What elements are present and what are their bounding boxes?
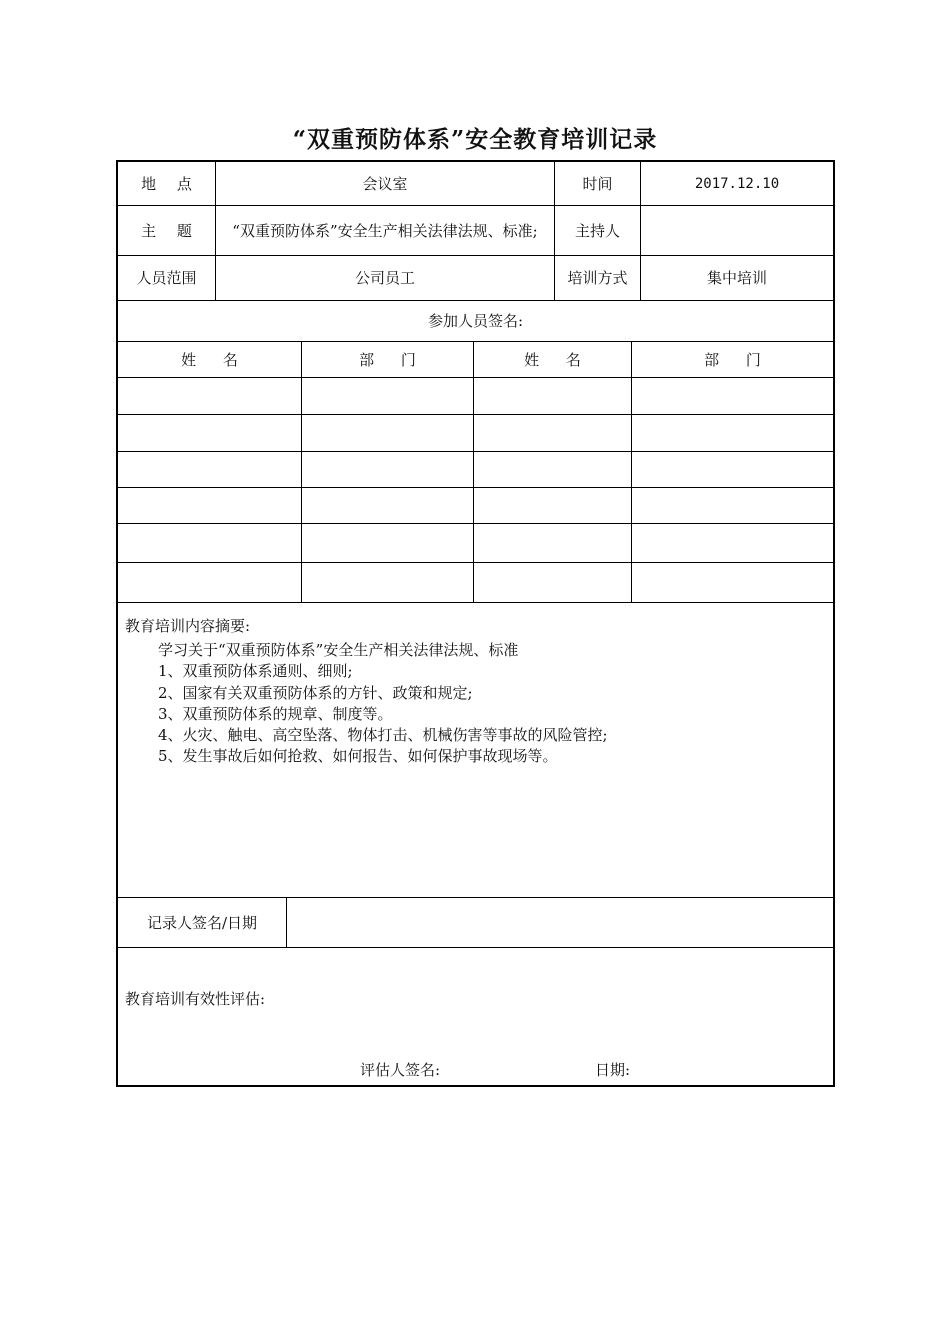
attendee-department-cell[interactable]	[632, 488, 833, 523]
attendee-name-cell[interactable]	[474, 415, 631, 451]
attendee-name-cell[interactable]	[474, 524, 631, 562]
attendee-department-cell[interactable]	[302, 452, 473, 487]
attendee-department-cell[interactable]	[302, 563, 473, 602]
attendee-department-cell[interactable]	[302, 524, 473, 562]
attendee-department-cell[interactable]	[632, 452, 833, 487]
column-header-department: 部 门	[359, 350, 416, 369]
attendee-name-cell[interactable]	[118, 452, 301, 487]
attendee-department-cell[interactable]	[302, 488, 473, 523]
topic-value[interactable]: “双重预防体系”安全生产相关法律法规、标准;	[232, 221, 538, 240]
summary-line: 1、双重预防体系通则、细则;	[158, 662, 353, 680]
row-divider	[116, 947, 835, 948]
summary-line: 3、双重预防体系的规章、制度等。	[158, 705, 393, 723]
location-value[interactable]: 会议室	[362, 174, 408, 193]
summary-line: 学习关于“双重预防体系”安全生产相关法律法规、标准	[158, 641, 519, 659]
attendee-department-cell[interactable]	[632, 563, 833, 602]
column-header-name: 姓 名	[181, 350, 238, 369]
time-label: 时间	[582, 174, 613, 193]
attendee-name-cell[interactable]	[474, 452, 631, 487]
attendees-header: 参加人员签名:	[427, 312, 524, 330]
topic-label: 主 题	[141, 221, 192, 240]
summary-line: 5、发生事故后如何抢救、如何报告、如何保护事故现场等。	[158, 747, 558, 765]
location-label: 地 点	[141, 174, 192, 193]
row-divider	[116, 602, 835, 603]
page-title: “双重预防体系”安全教育培训记录	[292, 126, 658, 153]
host-value[interactable]	[641, 206, 833, 255]
scope-value[interactable]: 公司员工	[354, 269, 415, 287]
host-label: 主持人	[574, 221, 620, 240]
summary-label: 教育培训内容摘要:	[125, 617, 251, 635]
attendee-name-cell[interactable]	[474, 488, 631, 523]
attendee-name-cell[interactable]	[118, 415, 301, 451]
method-value[interactable]: 集中培训	[706, 269, 767, 287]
column-header-department: 部 门	[704, 350, 761, 369]
attendee-department-cell[interactable]	[302, 378, 473, 414]
column-header-name: 姓 名	[524, 350, 581, 369]
scope-label: 人员范围	[136, 269, 197, 287]
time-value[interactable]: 2017.12.10	[694, 175, 780, 192]
evaluation-date-label: 日期:	[595, 1061, 631, 1079]
method-label: 培训方式	[567, 269, 628, 287]
attendee-name-cell[interactable]	[474, 563, 631, 602]
attendee-name-cell[interactable]	[118, 563, 301, 602]
attendee-department-cell[interactable]	[632, 524, 833, 562]
evaluator-signature-label: 评估人签名:	[360, 1061, 441, 1079]
summary-line: 4、火灾、触电、高空坠落、物体打击、机械伤害等事故的风险管控;	[158, 726, 608, 744]
summary-line: 2、国家有关双重预防体系的方针、政策和规定;	[158, 684, 473, 702]
attendee-name-cell[interactable]	[474, 378, 631, 414]
attendee-name-cell[interactable]	[118, 378, 301, 414]
attendee-name-cell[interactable]	[118, 488, 301, 523]
recorder-signature-field[interactable]	[287, 898, 833, 947]
attendee-department-cell[interactable]	[632, 415, 833, 451]
attendee-name-cell[interactable]	[118, 524, 301, 562]
attendee-department-cell[interactable]	[302, 415, 473, 451]
evaluation-label: 教育培训有效性评估:	[125, 990, 266, 1008]
attendee-department-cell[interactable]	[632, 378, 833, 414]
recorder-label: 记录人签名/日期	[146, 913, 258, 932]
